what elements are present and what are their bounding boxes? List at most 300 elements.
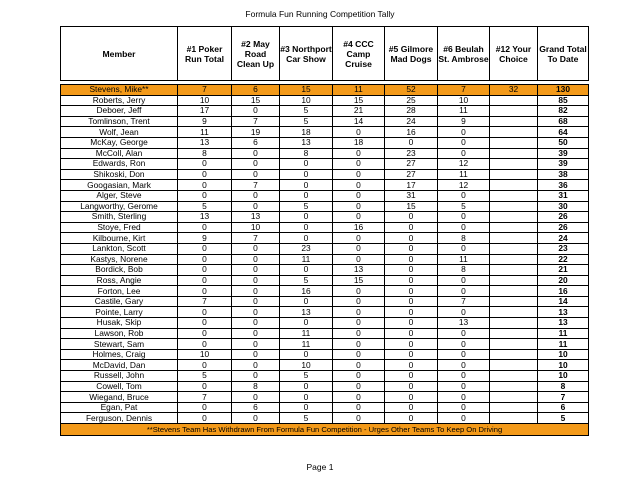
grand-total-cell: 50 (538, 137, 589, 148)
score-cell: 6 (232, 137, 280, 148)
score-cell: 0 (385, 286, 438, 297)
score-cell: 0 (333, 254, 385, 265)
score-cell: 13 (280, 307, 333, 318)
score-cell: 0 (232, 328, 280, 339)
score-cell: 13 (280, 137, 333, 148)
grand-total-cell: 23 (538, 243, 589, 254)
score-cell: 7 (178, 392, 232, 403)
score-cell: 5 (280, 371, 333, 382)
score-cell (490, 159, 538, 170)
score-cell: 13 (232, 212, 280, 223)
score-cell: 0 (280, 159, 333, 170)
withdrawal-notice: **Stevens Team Has Withdrawn From Formula Fun Competition - Urges Other Teams To Keep On Driving (61, 424, 589, 436)
member-name: Ross, Angie (61, 275, 178, 286)
score-cell: 0 (385, 318, 438, 329)
column-header-your-choice: #12 Your Choice (490, 27, 538, 81)
score-cell: 0 (280, 169, 333, 180)
score-cell: 13 (178, 137, 232, 148)
score-cell: 0 (385, 265, 438, 276)
document-title: Formula Fun Running Competition Tally (245, 9, 395, 19)
member-name: Googasian, Mark (61, 180, 178, 191)
grand-total-cell: 39 (538, 148, 589, 159)
score-cell: 0 (178, 254, 232, 265)
score-cell: 0 (232, 286, 280, 297)
score-cell: 0 (333, 392, 385, 403)
score-cell: 0 (232, 296, 280, 307)
member-name: Holmes, Craig (61, 349, 178, 360)
score-cell: 0 (178, 413, 232, 424)
score-cell: 0 (438, 222, 490, 233)
score-cell (490, 190, 538, 201)
score-cell: 0 (232, 106, 280, 117)
score-cell: 7 (438, 296, 490, 307)
score-cell: 0 (333, 212, 385, 223)
tally-table (60, 26, 589, 436)
score-cell: 27 (385, 169, 438, 180)
score-cell (490, 265, 538, 276)
grand-total-cell: 64 (538, 127, 589, 138)
score-cell: 0 (385, 137, 438, 148)
grand-total-cell: 10 (538, 360, 589, 371)
table-row (61, 180, 589, 191)
table-row (61, 286, 589, 297)
table-row (61, 190, 589, 201)
score-cell (490, 392, 538, 403)
grand-total-cell: 85 (538, 95, 589, 106)
score-cell: 0 (280, 265, 333, 276)
score-cell: 0 (178, 265, 232, 276)
score-cell: 0 (232, 349, 280, 360)
score-cell: 0 (232, 275, 280, 286)
score-cell: 0 (333, 371, 385, 382)
score-cell: 0 (232, 360, 280, 371)
member-name: Kilbourne, Kirt (61, 233, 178, 244)
notice-row (61, 424, 589, 436)
score-cell (490, 95, 538, 106)
member-name: Russell, John (61, 371, 178, 382)
score-cell: 7 (178, 85, 232, 96)
score-cell: 0 (438, 137, 490, 148)
score-cell (490, 233, 538, 244)
score-cell: 12 (438, 159, 490, 170)
score-cell: 0 (438, 148, 490, 159)
member-name: Edwards, Ron (61, 159, 178, 170)
member-name: Castile, Gary (61, 296, 178, 307)
score-cell: 11 (333, 85, 385, 96)
table-row (61, 265, 589, 276)
score-cell: 0 (385, 371, 438, 382)
score-cell: 28 (385, 106, 438, 117)
member-name: McDavid, Dan (61, 360, 178, 371)
score-cell: 0 (385, 254, 438, 265)
member-name: Husak, Skip (61, 318, 178, 329)
score-cell: 0 (232, 318, 280, 329)
table-row (61, 116, 589, 127)
member-name: Stewart, Sam (61, 339, 178, 350)
score-cell: 27 (385, 159, 438, 170)
score-cell: 0 (333, 349, 385, 360)
score-cell: 0 (385, 392, 438, 403)
grand-total-cell: 68 (538, 116, 589, 127)
score-cell: 0 (438, 413, 490, 424)
member-name: Forton, Lee (61, 286, 178, 297)
score-cell: 0 (385, 233, 438, 244)
score-cell: 0 (438, 243, 490, 254)
table-row (61, 296, 589, 307)
score-cell: 0 (333, 286, 385, 297)
score-cell: 5 (438, 201, 490, 212)
table-row (61, 95, 589, 106)
score-cell: 11 (280, 328, 333, 339)
member-name: Pointe, Larry (61, 307, 178, 318)
grand-total-cell: 11 (538, 328, 589, 339)
member-name: Cowell, Tom (61, 381, 178, 392)
member-name: McKay, George (61, 137, 178, 148)
score-cell: 24 (385, 116, 438, 127)
column-header-poker-run: #1 Poker Run Total (178, 27, 232, 81)
score-cell: 18 (333, 137, 385, 148)
score-cell: 0 (333, 233, 385, 244)
score-cell (490, 296, 538, 307)
member-name: Wiegand, Bruce (61, 392, 178, 403)
score-cell: 7 (438, 85, 490, 96)
grand-total-cell: 130 (538, 85, 589, 96)
score-cell: 0 (385, 402, 438, 413)
score-cell: 32 (490, 85, 538, 96)
score-cell: 0 (178, 243, 232, 254)
score-cell: 0 (232, 413, 280, 424)
table-row (61, 339, 589, 350)
score-cell: 5 (280, 413, 333, 424)
score-cell (490, 116, 538, 127)
score-cell: 52 (385, 85, 438, 96)
grand-total-cell: 20 (538, 275, 589, 286)
grand-total-cell: 10 (538, 349, 589, 360)
score-cell: 0 (438, 286, 490, 297)
score-cell: 0 (333, 243, 385, 254)
grand-total-cell: 14 (538, 296, 589, 307)
column-header-car-show: #3 Northport Car Show (280, 27, 333, 81)
member-name: Tomlinson, Trent (61, 116, 178, 127)
grand-total-cell: 26 (538, 222, 589, 233)
score-cell: 0 (438, 212, 490, 223)
member-name: Ferguson, Dennis (61, 413, 178, 424)
score-cell: 5 (178, 371, 232, 382)
table-row (61, 148, 589, 159)
member-name: McColl, Alan (61, 148, 178, 159)
score-cell (490, 381, 538, 392)
score-cell: 0 (385, 349, 438, 360)
score-cell: 0 (232, 148, 280, 159)
score-cell: 0 (232, 339, 280, 350)
score-cell: 25 (385, 95, 438, 106)
score-cell: 13 (178, 212, 232, 223)
score-cell: 16 (385, 127, 438, 138)
score-cell: 0 (438, 339, 490, 350)
column-header-member: Member (61, 27, 178, 81)
member-name: Stoye, Fred (61, 222, 178, 233)
column-header-camp-cruise: #4 CCC Camp Cruise (333, 27, 385, 81)
score-cell: 17 (385, 180, 438, 191)
score-cell (490, 360, 538, 371)
column-header-grand-total: Grand Total To Date (538, 27, 589, 81)
grand-total-cell: 16 (538, 286, 589, 297)
score-cell: 15 (385, 201, 438, 212)
score-cell (490, 212, 538, 223)
member-name: Kastys, Norene (61, 254, 178, 265)
grand-total-cell: 30 (538, 201, 589, 212)
score-cell: 0 (280, 222, 333, 233)
score-cell: 0 (438, 307, 490, 318)
score-cell: 10 (280, 95, 333, 106)
table-row (61, 127, 589, 138)
score-cell: 0 (232, 169, 280, 180)
score-cell: 0 (232, 190, 280, 201)
score-cell: 0 (385, 307, 438, 318)
score-cell: 7 (178, 296, 232, 307)
score-cell: 0 (178, 307, 232, 318)
member-name: Alger, Steve (61, 190, 178, 201)
score-cell (490, 339, 538, 350)
score-cell: 0 (385, 243, 438, 254)
score-cell: 12 (438, 180, 490, 191)
score-cell: 0 (333, 296, 385, 307)
score-cell (490, 127, 538, 138)
score-cell: 11 (280, 254, 333, 265)
grand-total-cell: 39 (538, 159, 589, 170)
score-cell: 13 (438, 318, 490, 329)
score-cell: 0 (333, 201, 385, 212)
table-row (61, 254, 589, 265)
score-cell: 9 (178, 116, 232, 127)
score-cell: 11 (438, 254, 490, 265)
score-cell: 0 (178, 180, 232, 191)
score-cell: 10 (178, 95, 232, 106)
score-cell: 0 (280, 318, 333, 329)
grand-total-cell: 21 (538, 265, 589, 276)
score-cell (490, 307, 538, 318)
table-row (61, 349, 589, 360)
table-row (61, 201, 589, 212)
score-cell (490, 243, 538, 254)
score-cell: 0 (178, 328, 232, 339)
score-cell: 7 (232, 233, 280, 244)
table-row (61, 328, 589, 339)
table-row (61, 159, 589, 170)
score-cell (490, 413, 538, 424)
score-cell: 0 (232, 392, 280, 403)
score-cell: 0 (385, 212, 438, 223)
table-row (61, 392, 589, 403)
score-cell: 0 (385, 339, 438, 350)
score-cell (490, 180, 538, 191)
score-cell: 8 (438, 233, 490, 244)
score-cell: 0 (232, 201, 280, 212)
score-cell: 9 (178, 233, 232, 244)
table-row (61, 233, 589, 244)
score-cell: 0 (178, 275, 232, 286)
grand-total-cell: 13 (538, 318, 589, 329)
score-cell: 0 (280, 180, 333, 191)
grand-total-cell: 6 (538, 402, 589, 413)
score-cell: 11 (178, 127, 232, 138)
score-cell: 0 (178, 360, 232, 371)
score-cell: 0 (438, 349, 490, 360)
member-name: Deboer, Jeff (61, 106, 178, 117)
score-cell: 0 (438, 275, 490, 286)
score-cell: 0 (280, 190, 333, 201)
grand-total-cell: 7 (538, 392, 589, 403)
score-cell: 15 (280, 85, 333, 96)
member-name: Wolf, Jean (61, 127, 178, 138)
score-cell: 0 (333, 148, 385, 159)
member-name: Shikoski, Don (61, 169, 178, 180)
score-cell (490, 371, 538, 382)
score-cell (490, 137, 538, 148)
score-cell: 7 (232, 180, 280, 191)
column-header-st-ambrose: #6 Beulah St. Ambrose (438, 27, 490, 81)
score-cell: 0 (232, 243, 280, 254)
score-cell: 0 (438, 328, 490, 339)
score-cell: 0 (280, 233, 333, 244)
score-cell: 10 (438, 95, 490, 106)
grand-total-cell: 36 (538, 180, 589, 191)
score-cell: 5 (280, 106, 333, 117)
score-cell: 0 (385, 296, 438, 307)
score-cell: 0 (438, 392, 490, 403)
score-cell: 6 (232, 85, 280, 96)
score-cell: 0 (438, 402, 490, 413)
score-cell (490, 349, 538, 360)
score-cell (490, 148, 538, 159)
score-cell: 17 (178, 106, 232, 117)
grand-total-cell: 13 (538, 307, 589, 318)
member-name: Stevens, Mike** (61, 85, 178, 96)
score-cell: 11 (438, 169, 490, 180)
page-number: Page 1 (306, 462, 334, 472)
table-row (61, 137, 589, 148)
table-row (61, 169, 589, 180)
table-row (61, 413, 589, 424)
score-cell: 0 (333, 159, 385, 170)
score-cell: 18 (280, 127, 333, 138)
score-cell: 0 (232, 371, 280, 382)
score-cell: 0 (333, 360, 385, 371)
score-cell: 5 (280, 275, 333, 286)
grand-total-cell: 8 (538, 381, 589, 392)
score-cell (490, 106, 538, 117)
column-header-road-clean-up: #2 May Road Clean Up (232, 27, 280, 81)
grand-total-cell: 26 (538, 212, 589, 223)
score-cell: 0 (232, 159, 280, 170)
score-cell (490, 328, 538, 339)
table-row (61, 275, 589, 286)
score-cell: 23 (385, 148, 438, 159)
member-name: Lawson, Rob (61, 328, 178, 339)
score-cell: 0 (333, 180, 385, 191)
score-cell: 0 (385, 360, 438, 371)
score-cell: 23 (280, 243, 333, 254)
score-cell: 0 (232, 307, 280, 318)
score-cell: 0 (178, 159, 232, 170)
score-cell: 8 (438, 265, 490, 276)
table-row (61, 243, 589, 254)
table-row (61, 402, 589, 413)
score-cell: 11 (280, 339, 333, 350)
score-cell: 0 (232, 254, 280, 265)
score-cell: 15 (333, 275, 385, 286)
score-cell: 8 (280, 148, 333, 159)
score-cell: 0 (178, 339, 232, 350)
score-cell: 7 (232, 116, 280, 127)
score-cell: 13 (333, 265, 385, 276)
score-cell: 0 (280, 392, 333, 403)
member-name: Langworthy, Gerome (61, 201, 178, 212)
score-cell: 0 (178, 222, 232, 233)
member-name: Roberts, Jerry (61, 95, 178, 106)
table-row (61, 318, 589, 329)
score-cell: 0 (438, 127, 490, 138)
member-name: Bordick, Bob (61, 265, 178, 276)
member-name: Egan, Pat (61, 402, 178, 413)
score-cell: 11 (438, 106, 490, 117)
grand-total-cell: 31 (538, 190, 589, 201)
score-cell: 0 (333, 307, 385, 318)
score-cell: 0 (232, 265, 280, 276)
table-row (61, 307, 589, 318)
score-cell: 15 (333, 95, 385, 106)
score-cell: 0 (333, 318, 385, 329)
score-cell (490, 222, 538, 233)
score-cell: 14 (333, 116, 385, 127)
grand-total-cell: 82 (538, 106, 589, 117)
grand-total-cell: 24 (538, 233, 589, 244)
score-cell: 0 (178, 286, 232, 297)
table-row (61, 222, 589, 233)
score-cell: 0 (385, 413, 438, 424)
score-cell: 0 (438, 371, 490, 382)
score-cell: 19 (232, 127, 280, 138)
score-cell: 0 (178, 190, 232, 201)
table-row (61, 106, 589, 117)
score-cell: 8 (232, 381, 280, 392)
column-header-mad-dogs: #5 Gilmore Mad Dogs (385, 27, 438, 81)
score-cell: 10 (178, 349, 232, 360)
grand-total-cell: 11 (538, 339, 589, 350)
score-cell: 0 (333, 169, 385, 180)
score-cell: 0 (333, 339, 385, 350)
table-row (61, 381, 589, 392)
score-cell: 0 (333, 402, 385, 413)
score-cell: 0 (280, 381, 333, 392)
score-cell: 10 (280, 360, 333, 371)
score-cell: 5 (178, 201, 232, 212)
score-cell (490, 286, 538, 297)
score-cell: 0 (333, 413, 385, 424)
member-name: Smith, Sterling (61, 212, 178, 223)
score-cell (490, 169, 538, 180)
score-cell: 0 (438, 381, 490, 392)
score-cell: 16 (333, 222, 385, 233)
score-cell: 31 (385, 190, 438, 201)
score-cell: 5 (280, 201, 333, 212)
grand-total-cell: 5 (538, 413, 589, 424)
score-cell: 0 (333, 381, 385, 392)
grand-total-cell: 22 (538, 254, 589, 265)
score-cell (490, 201, 538, 212)
score-cell: 0 (280, 402, 333, 413)
grand-total-cell: 38 (538, 169, 589, 180)
